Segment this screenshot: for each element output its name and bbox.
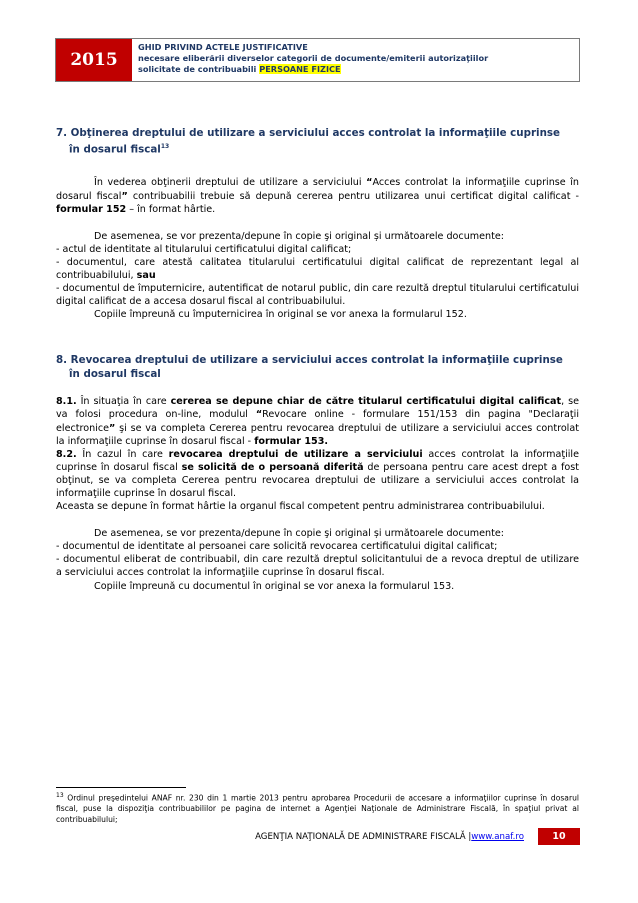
list-item: - documentul eliberat de contribuabil, din care rezultă dreptul solicitantului de a revoca dreptul de utilizare a serviciului acces controlat la informaţiile cuprinse în dosarul fiscal. [56, 554, 579, 579]
section-8-1: 8.1. În situaţia în care cererea se depune chiar de către titularul certificatului digital calificat, se va folosi procedura on-line, modulul “Revocare online - formulare 151/153 din pagina "Declaraţii electronice” şi se va completa Cererea pentru revocarea dreptului de utilizare a serviciului acces controlat la informaţiile cuprinse în dosarul fiscal - formular 153. [56, 396, 579, 447]
footer-agency: AGENŢIA NAŢIONALĂ DE ADMINISTRARE FISCALĂ | [255, 831, 472, 842]
footnote-divider [56, 787, 186, 788]
footnote-number: 13 [56, 792, 64, 799]
section-8-format-paragraph: Aceasta se depune în format hârtie la organul fiscal competent pentru administrarea contribuabilului. [56, 501, 545, 513]
year-badge: 2015 [56, 39, 132, 81]
list-item: - documentul de împuternicire, autentificat de notarul public, din care rezultă dreptul titularului certificatului digital calificat de a accesa dosarul fiscal al contribuabilului. [56, 283, 579, 308]
page-footer [226, 828, 580, 845]
list-item: - documentul, care atestă calitatea titularului certificatului digital calificat de reprezentant legal al contribuabilului, sau [56, 256, 579, 281]
header-title [132, 39, 488, 81]
page-header [55, 38, 580, 82]
header-line-1: GHID PRIVIND ACTELE JUSTIFICATIVE [138, 42, 308, 52]
footnote-ref-13[interactable]: 13 [160, 143, 170, 150]
section-8-paragraph-2: De asemenea, se vor prezenta/depune în copie şi original și următoarele documente: [94, 528, 504, 540]
section-7-paragraph-2: De asemenea, se vor prezenta/depune în copie şi original și următoarele documente: [94, 230, 504, 242]
list-item: - actul de identitate al titularului certificatului digital calificat; [56, 243, 352, 255]
section-8-2: 8.2. În cazul în care revocarea dreptului de utilizare a serviciului acces controlat la informaţiile cuprinse în dosarul fiscal se solicită de o persoană diferită de persoana pentru care acest drept a fost obţinut, se va completa Cererea pentru revocarea dreptului de utilizare a serviciului acces controlat la informaţiile cuprinse în dosarul fiscal. [56, 448, 579, 500]
section-7-paragraph-3: Copiile împreună cu împuternicirea în original se vor anexa la formularul 152. [94, 309, 467, 321]
anaf-link[interactable]: www.anaf.ro [471, 831, 524, 842]
list-item: - documentul de identitate al persoanei care solicită revocarea certificatului digital calificat; [56, 541, 498, 553]
footnote: $^{13}$ Ordinul preşedintelui ANAF nr. 230 din 1 martie 2013 pentru aprobarea Procedurii de accesare a informaţiilor cuprinse în dosarul fiscal, puse la dispoziţia contribuabililor pe pagina de internet a Agenţiei Naţionale de Administrare Fiscală, în spaţiul privat al contribuabilului; [56, 792, 579, 824]
page-number: 10 [538, 828, 580, 845]
header-line-3: solicitate de contribuabili PERSOANE FIZICE [138, 64, 341, 74]
header-line-2: necesare eliberării diverselor categorii de documente/emiterii autorizaţiilor [138, 53, 489, 63]
highlight-persoane-fizice: PERSOANE FIZICE [259, 64, 341, 74]
section-7-heading: 7. Obţinerea dreptului de utilizare a serviciului acces controlat la informaţiile cuprinse în dosarul fiscal$^{13}$ [56, 127, 561, 156]
document-body [56, 126, 579, 593]
section-8-paragraph-3: Copiile împreună cu documentul în original se vor anexa la formularul 153. [94, 580, 455, 592]
section-8-heading: 8. Revocarea dreptului de utilizare a serviciului acces controlat la informaţiile cuprinse în dosarul fiscal [56, 354, 563, 381]
section-7-paragraph-1: În vederea obţinerii dreptului de utilizare a serviciului “Acces controlat la informaţiile cuprinse în dosarul fiscal” contribuabilii trebuie să depună cererea pentru utilizarea unui certificat digital calificat - formular 152 – în format hârtie. [56, 177, 580, 215]
